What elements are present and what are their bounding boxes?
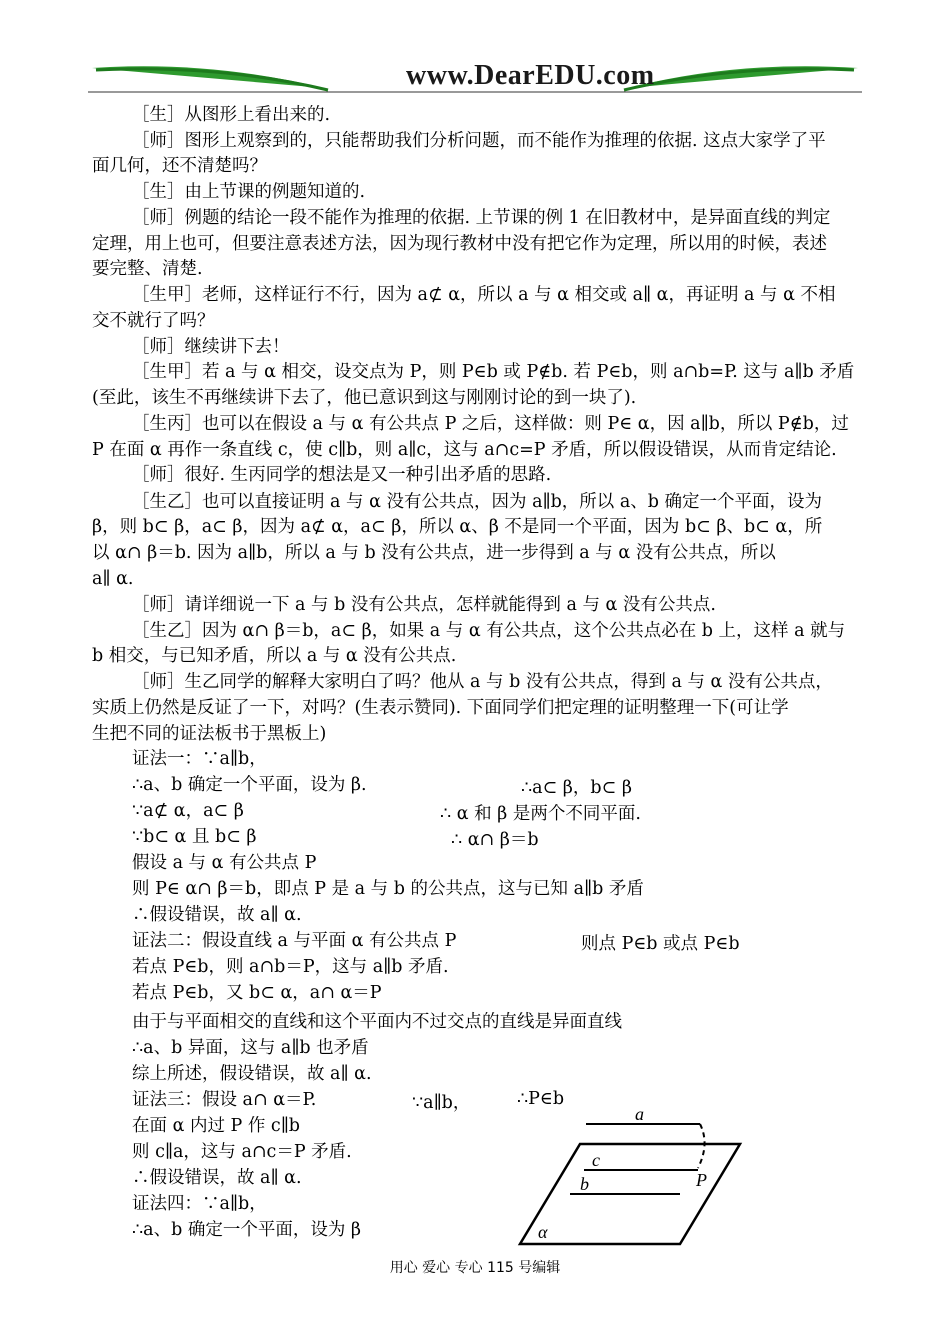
proof-line: 证法四：∵a∥b， — [132, 1194, 267, 1214]
page-footer: 用心 爱心 专心 115 号编辑 — [389, 1260, 561, 1276]
text-line: ［师］图形上观察到的，只能帮助我们分析问题，而不能作为推理的依据. 这点大家学了平 — [132, 131, 826, 151]
text-line: 交不就行了吗？ — [92, 311, 215, 331]
text-line: (至此，该生不再继续讲下去了，他已意识到这与刚刚讨论的到一块了). — [92, 388, 637, 408]
text-line: ［师］很好. 生丙同学的想法是又一种引出矛盾的思路. — [132, 465, 552, 485]
geometry-figure — [508, 1104, 748, 1250]
text-line: ［生甲］老师，这样证行不行，因为 a⊄ α，所以 a 与 α 相交或 a∥ α，再证明 a 与 α 不相 — [132, 285, 836, 305]
text-line: ［生］从图形上看出来的. — [132, 105, 331, 125]
proof-line: 假设 a 与 α 有公共点 P — [132, 853, 317, 873]
proof-line: ∴假设错误，故 a∥ α. — [132, 905, 302, 925]
text-line: a∥ α. — [92, 569, 134, 589]
proof-line: 若点 P∈b，又 b⊂ α，a∩ α＝P — [132, 983, 382, 1003]
site-logo: www.DearEDU.com — [406, 60, 655, 91]
proof-line: 证法一：∵a∥b， — [132, 749, 267, 769]
label-c: c — [592, 1150, 600, 1170]
proof-line: 在面 α 内过 P 作 c∥b — [132, 1116, 300, 1136]
text-line: ［生甲］若 a 与 α 相交，设交点为 P，则 P∈b 或 P∉b. 若 P∈b，则 a∩b=P. 这与 a∥b 矛盾 — [132, 362, 855, 382]
text-line: ［生丙］也可以在假设 a 与 α 有公共点 P 之后，这样做：则 P∈ α，因 a∥b，所以 P∉b，过 — [132, 414, 849, 434]
proof-line: ∴ α 和 β 是两个不同平面. — [440, 804, 641, 824]
proof-line: 则 c∥a，这与 a∩c＝P 矛盾. — [132, 1142, 352, 1162]
proof-line: 综上所述，假设错误，故 a∥ α. — [132, 1064, 372, 1084]
proof-line: ∴a、b 异面，这与 a∥b 也矛盾 — [132, 1038, 369, 1058]
proof-line: ∴假设错误，故 a∥ α. — [132, 1168, 302, 1188]
proof-line: ∵a∥b， — [412, 1093, 471, 1113]
proof-line: 证法二：假设直线 a 与平面 α 有公共点 P — [132, 931, 457, 951]
label-a: a — [635, 1104, 644, 1124]
proof-line: ∴a、b 确定一个平面，设为 β. — [132, 775, 367, 795]
text-line: 要完整、清楚. — [92, 259, 203, 279]
text-line: 以 α∩ β＝b. 因为 a∥b，所以 a 与 b 没有公共点，进一步得到 a 与 α 没有公共点，所以 — [92, 543, 776, 563]
proof-line: ∴a⊂ β，b⊂ β — [521, 778, 632, 798]
label-b: b — [580, 1174, 589, 1194]
line-a-hidden-part — [698, 1124, 705, 1168]
label-alpha: α — [538, 1222, 548, 1242]
proof-line: ∵b⊂ α 且 b⊂ β — [132, 827, 257, 847]
text-line: ［师］请详细说一下 a 与 b 没有公共点，怎样就能得到 a 与 α 没有公共点. — [132, 595, 716, 615]
proof-line: ∴a、b 确定一个平面，设为 β — [132, 1220, 362, 1240]
text-line: β，则 b⊂ β，a⊂ β，因为 a⊄ α，a⊂ β，所以 α、β 不是同一个平面，因为 b⊂ β、b⊂ α，所 — [92, 517, 823, 537]
text-line: ［师］继续讲下去！ — [132, 337, 290, 357]
proof-line: 证法三：假设 a∩ α＝P. — [132, 1090, 317, 1110]
text-line: ［生乙］因为 α∩ β＝b，a⊂ β，如果 a 与 α 有公共点，这个公共点必在 b 上，这样 a 就与 — [132, 621, 846, 641]
text-line: ［师］生乙同学的解释大家明白了吗？他从 a 与 b 没有公共点，得到 a 与 α 没有公共点， — [132, 672, 833, 692]
text-line: ［生乙］也可以直接证明 a 与 α 没有公共点，因为 a∥b，所以 a、b 确定一个平面，设为 — [132, 492, 823, 512]
page-header — [88, 58, 862, 100]
text-line: 面几何，还不清楚吗？ — [92, 156, 267, 176]
proof-line: 则点 P∈b 或点 P∈b — [581, 934, 740, 954]
label-P: P — [696, 1170, 707, 1190]
text-line: P 在面 α 再作一条直线 c，使 c∥b，则 a∥c，这与 a∩c=P 矛盾，所以假设错误，从而肯定结论. — [92, 440, 837, 460]
proof-line: 则 P∈ α∩ β＝b，即点 P 是 a 与 b 的公共点，这与已知 a∥b 矛盾 — [132, 879, 644, 899]
proof-line: 由于与平面相交的直线和这个平面内不过交点的直线是异面直线 — [132, 1012, 622, 1032]
proof-line: ∴ α∩ β＝b — [451, 830, 539, 850]
text-line: 定理，用上也可，但要注意表述方法，因为现行教材中没有把它作为定理，所以用的时候，表述 — [92, 234, 827, 254]
proof-line: ∵a⊄ α，a⊂ β — [132, 801, 244, 821]
text-line: ［生］由上节课的例题知道的. — [132, 182, 366, 202]
text-line: ［师］例题的结论一段不能作为推理的依据. 上节课的例 1 在旧教材中，是异面直线的判定 — [132, 208, 831, 228]
text-line: 生把不同的证法板书于黑板上) — [92, 724, 327, 744]
proof-line: 若点 P∈b，则 a∩b＝P，这与 a∥b 矛盾. — [132, 957, 449, 977]
text-line: 实质上仍然是反证了一下，对吗？(生表示赞同). 下面同学们把定理的证明整理一下(可让学 — [92, 698, 789, 718]
proof-line: ∴P∈b — [517, 1089, 565, 1109]
text-line: b 相交，与已知矛盾，所以 a 与 α 没有公共点. — [92, 646, 457, 666]
